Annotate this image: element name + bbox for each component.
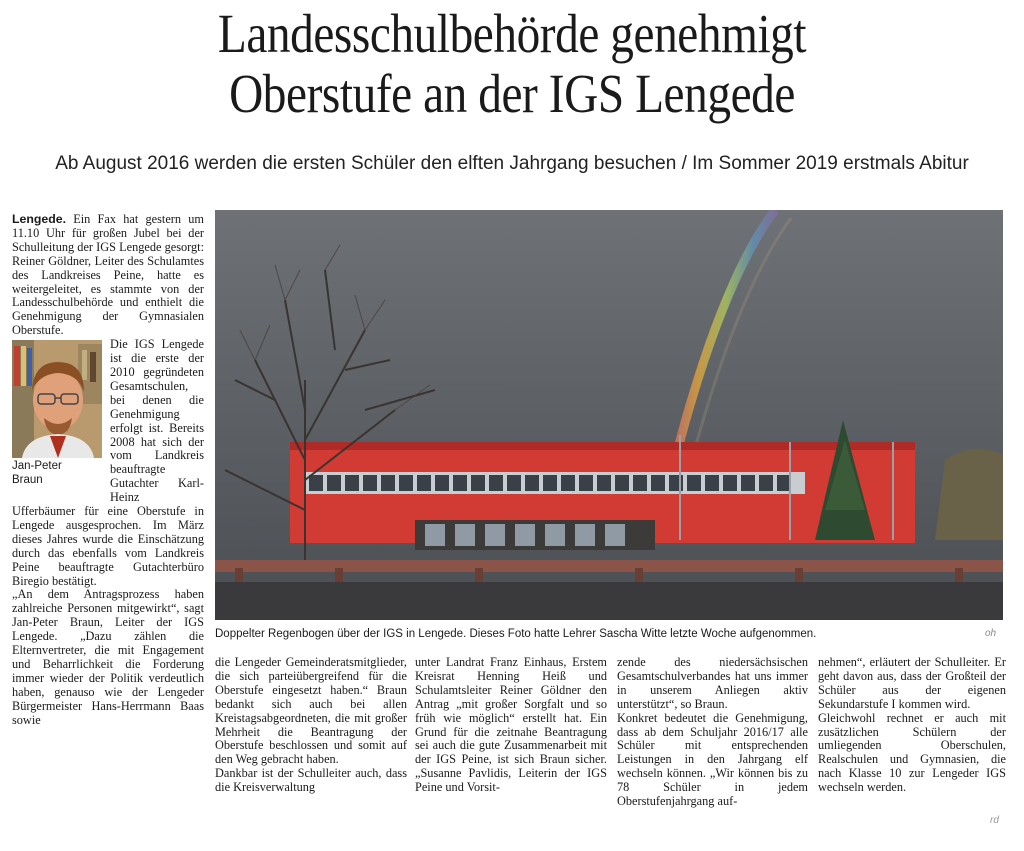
col4-paragraph-2: Konkret bedeutet die Genehmigung, dass ab dem Schuljahr 2016/17 alle Schüler mit entsprechenden Leistungen in den Jahrgang elf wechseln können. „Wir können bis zu 78 Schüler in jedem Oberstufenjahrgang auf- [617,710,808,809]
col2-paragraph-1: die Lengeder Gemeinderatsmitglieder, die sich parteiübergreifend für die Oberstufe eingesetzt haben.“ Braun bedankt sich auch bei allen Kreistagsabgeordneten, die mit großer Mehrheit die Beantragung der Oberstufe beschlossen und somit auf den Weg gebracht haben. [215,655,407,767]
col1-paragraph-3: „An dem Antragsprozess haben zahlreiche Personen mitgewirkt“, sagt Jan-Peter Braun, Leiter der IGS Lengede. „Dazu zählen die Elternvertreter, die mit Engagement und Beharrlichkeit die Forderung immer wieder der Politik verdeutlich haben, genauso wie der Lengeder Bürgermeister Hans-Herrmann Baas sowie [12,587,204,727]
portrait-caption-line-1: Jan-Peter [12,460,62,473]
headline-line-2: Oberstufe an der IGS Lengede [229,63,795,124]
author-signature: rd [990,815,999,826]
photo-caption: Doppelter Regenbogen über der IGS in Lengede. Dieses Foto hatte Lehrer Sascha Witte letzte Woche aufgenommen. [215,628,817,640]
portrait-image [12,340,102,458]
col3-paragraph-1: unter Landrat Franz Einhaus, Erstem Kreisrat Henning Heiß und Schulamtsleiter Reiner Göldner den Antrag „mit großer Sorgfalt und so früh wie möglich“ erstellt hat. Ein Grund für die zeitnahe Beantragung sei auch die gute Zusammenarbeit mit der IGS Peine, ist sich Braun sicher. „Susanne Pavlidis, Leiterin der IGS Peine und Vorsit- [415,655,607,795]
article-column-5 [818,656,1006,795]
col2-paragraph-2: Dankbar ist der Schulleiter auch, dass die Kreisverwaltung [215,766,407,795]
article-subheadline: Ab August 2016 werden die ersten Schüler den elften Jahrgang besuchen / Im Sommer 2019 erstmals Abitur [55,153,969,174]
portrait-caption [12,460,102,487]
article-column-4 [617,656,808,809]
article-column-2 [215,656,407,795]
rainbow-school-image [215,210,1003,620]
article-photo [215,210,1003,620]
col1-paragraph-2: Die IGS Lengede ist die erste der 2010 gegründeten Gesamtschulen, bei denen die Genehmigung erfolgt ist. Bereits 2008 hat sich der vom Landkreis beauftragte Gutachter Karl-Heinz Ufferbäumer für eine Oberstufe in Lengede ausgesprochen. Im März dieses Jahres wurde die Einschätzung durch das ebenfalls vom Landkreis Peine beauftragte Gutachterbüro Biregio bestätigt. [12,337,204,588]
dateline: Lengede. [12,212,66,226]
col1-paragraph-1: Ein Fax hat gestern um 11.10 Uhr für großen Jubel bei der Schulleitung der IGS Lengede gesorgt: Reiner Göldner, Leiter des Schulamtes des Landkreises Peine, hatte es weitergeleitet, es stammte von der Landesschulbehörde und enthielt die Genehmigung der Gymnasialen Oberstufe. [12,212,204,338]
col4-paragraph-1: zende des niedersächsischen Gesamtschulverbandes hat uns immer in unserem Anliegen aktiv unterstützt“, so Braun. [617,655,808,711]
article-headline [72,4,953,124]
portrait-caption-line-2: Braun [12,473,43,486]
photo-credit: oh [985,628,997,639]
headline-line-1: Landesschulbehörde genehmigt [217,3,807,64]
article-column-3 [415,656,607,795]
article-column-1 [12,213,204,728]
col5-paragraph-1: nehmen“, erläutert der Schulleiter. Er geht davon aus, dass der Großteil der Schüler aus der eigenen Sekundarstufe I kommen wird. [818,655,1006,711]
col5-paragraph-2: Gleichwohl rechnet er auch mit zusätzlichen Schülern der umliegenden Oberschulen, Realschulen und Gymnasien, die nach Klasse 10 zur Lengeder IGS wechseln werden. [818,710,1006,795]
portrait-photo [12,340,102,458]
